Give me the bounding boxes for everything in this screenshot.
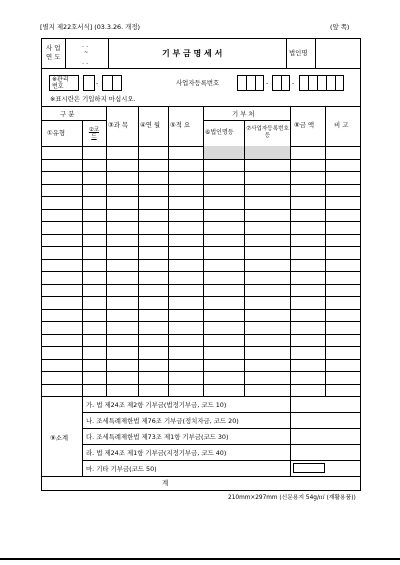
business-year-label: 사 업 연 도 xyxy=(46,44,61,61)
table-row-line xyxy=(41,284,361,285)
table-row-line xyxy=(41,346,361,347)
table-row-line xyxy=(41,159,361,160)
subtotal-amount-line xyxy=(290,396,291,476)
table-row-line xyxy=(41,209,361,210)
col-month-header: ④연 월 xyxy=(140,121,161,129)
col-category-header: 구 분 xyxy=(60,110,75,118)
table-row-line xyxy=(41,296,361,297)
col-summary-header: ⑤적 요 xyxy=(170,121,191,129)
col-code-header: ②코드 xyxy=(88,127,100,140)
col-amount-header: ⑧금 액 xyxy=(294,121,315,129)
biz-reg-dash-1: - xyxy=(266,79,269,87)
table-row-line xyxy=(41,384,361,385)
form-number: [별지 제22호서식] (03.3.26. 개정) xyxy=(40,23,141,31)
biz-reg-field-2-div xyxy=(281,75,282,91)
biz-reg-label: 사업자등록번호 xyxy=(176,79,220,87)
col-subject-header: ③과 목 xyxy=(108,121,129,129)
table-row-line xyxy=(41,334,361,335)
table-row-line xyxy=(41,221,361,222)
subtotal-item-d: 라. 법 제24조 제1항 기부금(지정기부금, 코드 40) xyxy=(86,449,227,457)
subtotal-top-line xyxy=(41,396,361,397)
title-row-bottom-line xyxy=(41,68,361,69)
table-row-line xyxy=(41,321,361,322)
col-line-subject-month xyxy=(138,106,139,396)
col-donee-header: 기 부 처 xyxy=(232,110,255,118)
biz-reg-field-3-div-d xyxy=(335,75,336,91)
mgmt-no-dash: - xyxy=(96,79,99,87)
total-label: 계 xyxy=(162,479,169,487)
subtotal-item-e: 마. 기타 기부금(코드 50) xyxy=(86,465,157,473)
other-donation-amount-box[interactable] xyxy=(293,463,325,473)
subtotal-row-line-2 xyxy=(82,428,361,429)
table-row-line xyxy=(41,359,361,360)
table-row-line xyxy=(41,196,361,197)
header-bottom-line xyxy=(41,146,361,147)
table-row-line xyxy=(41,246,361,247)
table-top-line xyxy=(41,106,361,107)
biz-reg-field-3[interactable] xyxy=(299,75,344,91)
col-biz-reg-header: ⑦사업자등록번호등 xyxy=(246,126,289,139)
col-line-month-summary xyxy=(168,106,169,396)
table-row-line xyxy=(41,371,361,372)
gray-cell-corp xyxy=(204,146,244,159)
subtotal-row-line-1 xyxy=(82,412,361,413)
biz-reg-field-3-div-b xyxy=(317,75,318,91)
biz-reg-field-1-div-a xyxy=(246,75,247,91)
title-row-divider-4 xyxy=(315,38,316,68)
year-from-dots: . . xyxy=(82,41,89,49)
title-row-divider-3 xyxy=(286,38,287,68)
col-remarks-header: 비 고 xyxy=(334,121,349,129)
subtotal-item-b: 나. 조세특례제한법 제76조 기부금(정치자금, 코드 20) xyxy=(86,417,239,425)
subtotal-row-line-4 xyxy=(82,460,361,461)
subtotal-label: ⑨소계 xyxy=(50,434,69,442)
mgmt-no-field-2-divider xyxy=(112,75,113,91)
biz-reg-field-3-div-c xyxy=(326,75,327,91)
page-title: 기 부 금 명 세 서 xyxy=(162,49,223,58)
mgmt-no-label: ※관리 번호 xyxy=(52,76,69,90)
donee-sub-line xyxy=(203,120,290,121)
table-row-line xyxy=(41,234,361,235)
page-bottom-bar xyxy=(0,558,400,560)
gray-cell-bizreg xyxy=(245,146,290,159)
table-row-line xyxy=(41,309,361,310)
page-side-label: (앞 쪽) xyxy=(330,23,350,31)
category-sub-line xyxy=(41,120,106,121)
paper-size-note: 210mm×297mm (신문용지 54g/㎡ (재활용품)) xyxy=(228,495,356,501)
table-row-line xyxy=(41,271,361,272)
title-row-divider-1 xyxy=(65,38,66,68)
col-line-corp-bizreg xyxy=(244,120,245,396)
year-to-dots: . . xyxy=(82,58,89,66)
col-type-header: ①유형 xyxy=(47,129,66,137)
table-row-line xyxy=(41,171,361,172)
subtotal-item-c: 다. 조세특례제한법 제73조 제1항 기부금(코드 30) xyxy=(86,433,229,441)
biz-reg-field-1[interactable] xyxy=(237,75,264,91)
mgmt-no-field-1[interactable] xyxy=(83,75,95,91)
year-range-sep: ~ xyxy=(84,50,89,56)
table-row-line xyxy=(41,184,361,185)
col-line-code-subject xyxy=(106,106,107,396)
subtotal-item-a: 가. 법 제24조 제2항 기부금(법정기부금, 코드 10) xyxy=(86,401,227,409)
table-row-line xyxy=(41,259,361,260)
subtotal-label-line xyxy=(82,396,83,476)
total-top-line xyxy=(41,476,361,477)
biz-reg-dash-2: - xyxy=(292,79,295,87)
col-line-amount-remarks xyxy=(325,106,326,396)
corp-name-label: 법인명 xyxy=(289,49,308,57)
subtotal-row-line-3 xyxy=(82,444,361,445)
col-corp-name-header: ⑥법인명등 xyxy=(205,129,234,136)
instruction-note: ※표시란은 기입하지 마십시오. xyxy=(50,95,136,103)
title-row-divider-2 xyxy=(108,38,109,68)
biz-reg-field-1-div-b xyxy=(255,75,256,91)
biz-reg-field-3-div-a xyxy=(308,75,309,91)
col-line-type-code xyxy=(82,120,83,396)
col-line-bizreg-amount xyxy=(290,106,291,396)
